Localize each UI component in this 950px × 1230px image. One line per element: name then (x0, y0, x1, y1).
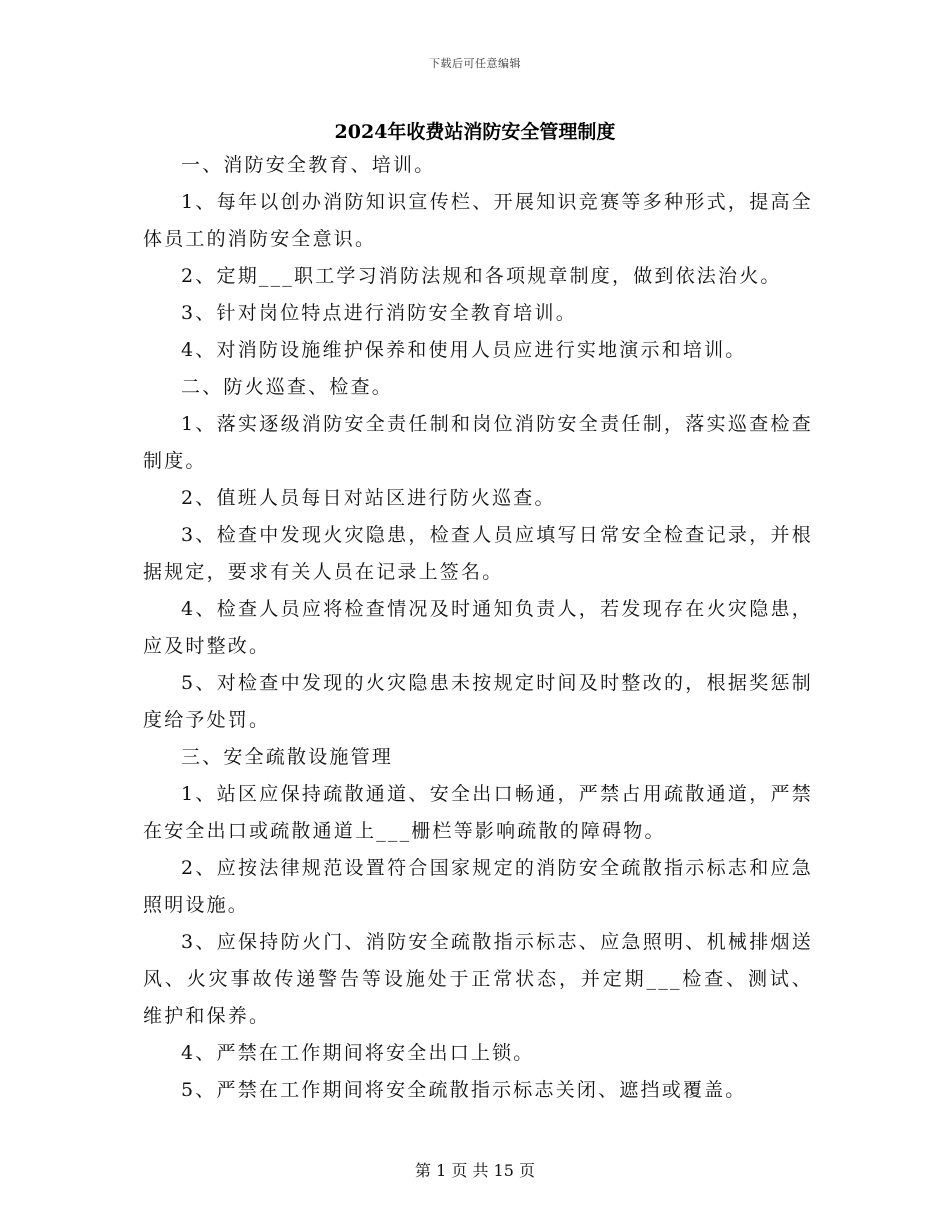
paragraph: 1、站区应保持疏散通道、安全出口畅通，严禁占用疏散通道，严禁在安全出口或疏散通道上___栅栏等影响疏散的障碍物。 (143, 783, 813, 842)
paragraph: 3、检查中发现火灾隐患，检查人员应填写日常安全检查记录，并根据规定，要求有关人员在记录上签名。 (143, 524, 813, 583)
paragraph: 2、应按法律规范设置符合国家规定的消防安全疏散指示标志和应急照明设施。 (143, 857, 813, 916)
page-number: 第 1 页 共 15 页 (415, 1161, 535, 1180)
section-heading-1: 一、消防安全教育、培训。 (181, 154, 436, 176)
paragraph: 4、检查人员应将检查情况及时通知负责人，若发现存在火灾隐患，应及时整改。 (143, 598, 813, 657)
paragraph: 1、落实逐级消防安全责任制和岗位消防安全责任制，落实巡查检查制度。 (143, 413, 813, 472)
paragraph: 5、严禁在工作期间将安全疏散指示标志关闭、遮挡或覆盖。 (181, 1079, 747, 1101)
paragraph: 2、定期___职工学习消防法规和各项规章制度，做到依法治火。 (181, 265, 782, 287)
section-heading-2: 二、防火巡查、检查。 (181, 376, 394, 398)
paragraph: 2、值班人员每日对站区进行防火巡查。 (181, 487, 556, 509)
section-heading-3: 三、安全疏散设施管理 (181, 746, 394, 768)
paragraph: 5、对检查中发现的火灾隐患未按规定时间及时整改的，根据奖惩制度给予处罚。 (143, 672, 813, 731)
paragraph: 4、严禁在工作期间将安全出口上锁。 (181, 1042, 535, 1064)
document-title: 2024年收费站消防安全管理制度 (334, 121, 616, 143)
document-body (143, 147, 813, 1109)
paragraph: 3、针对岗位特点进行消防安全教育培训。 (181, 302, 577, 324)
page-header-note: 下载后可任意编辑 (429, 57, 521, 70)
paragraph: 4、对消防设施维护保养和使用人员应进行实地演示和培训。 (181, 339, 747, 361)
paragraph: 3、应保持防火门、消防安全疏散指示标志、应急照明、机械排烟送风、火灾事故传递警告等设施处于正常状态，并定期___检查、测试、维护和保养。 (143, 931, 813, 1027)
paragraph: 1、每年以创办消防知识宣传栏、开展知识竞赛等多种形式，提高全体员工的消防安全意识。 (143, 191, 813, 250)
